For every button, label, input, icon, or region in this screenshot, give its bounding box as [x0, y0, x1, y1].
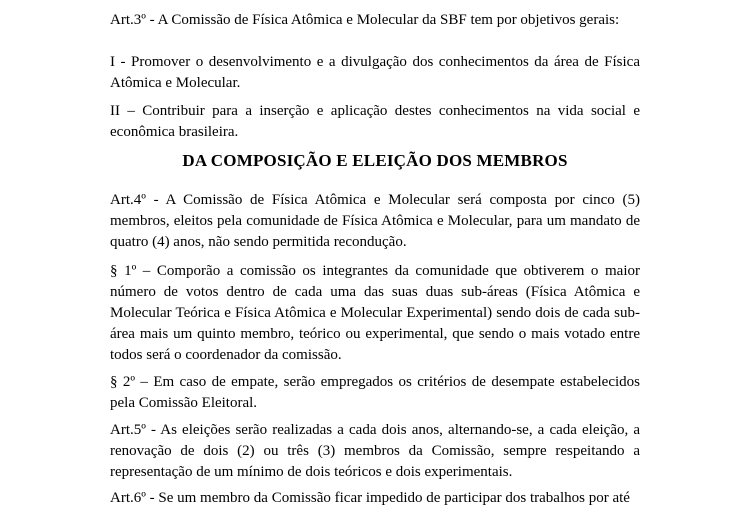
paragraph-2: § 2º – Em caso de empate, serão empregados os critérios de desempate estabelecidos pela Comissão Eleitoral.: [110, 374, 640, 411]
item-ii: II – Contribuir para a inserção e aplicação destes conhecimentos na vida social e econômica brasileira.: [110, 103, 640, 140]
article-4: Art.4º - A Comissão de Física Atômica e Molecular será composta por cinco (5) membros, eleitos pela comunidade de Física Atômica e Molecular, para um mandato de quatro (4) anos, não sendo permitida recondução.: [110, 192, 640, 250]
article-5: Art.5º - As eleições serão realizadas a cada dois anos, alternando-se, a cada eleição, a renovação de dois (2) ou três (3) membros da Comissão, sempre respeitando a representação de um mínimo de dois teóricos e dois experimentais.: [110, 422, 640, 480]
paragraph-1: § 1º – Comporão a comissão os integrantes da comunidade que obtiverem o maior número de votos dentro de cada uma das suas duas sub-áreas (Física Atômica e Molecular Teórica e Física Atômica e Molecular Experimental) sendo dois de cada sub-área mais um quinto membro, teórico ou experimental, que sendo o mais votado entre todos será o coordenador da comissão.: [110, 263, 640, 363]
section-heading: DA COMPOSIÇÃO E ELEIÇÃO DOS MEMBROS: [182, 151, 568, 170]
article-6: Art.6º - Se um membro da Comissão ficar impedido de participar dos trabalhos por até: [110, 490, 630, 506]
article-3: Art.3º - A Comissão de Física Atômica e Molecular da SBF tem por objetivos gerais:: [110, 12, 620, 28]
item-i: I - Promover o desenvolvimento e a divulgação dos conhecimentos da área de Física Atômica e Molecular.: [110, 54, 640, 91]
